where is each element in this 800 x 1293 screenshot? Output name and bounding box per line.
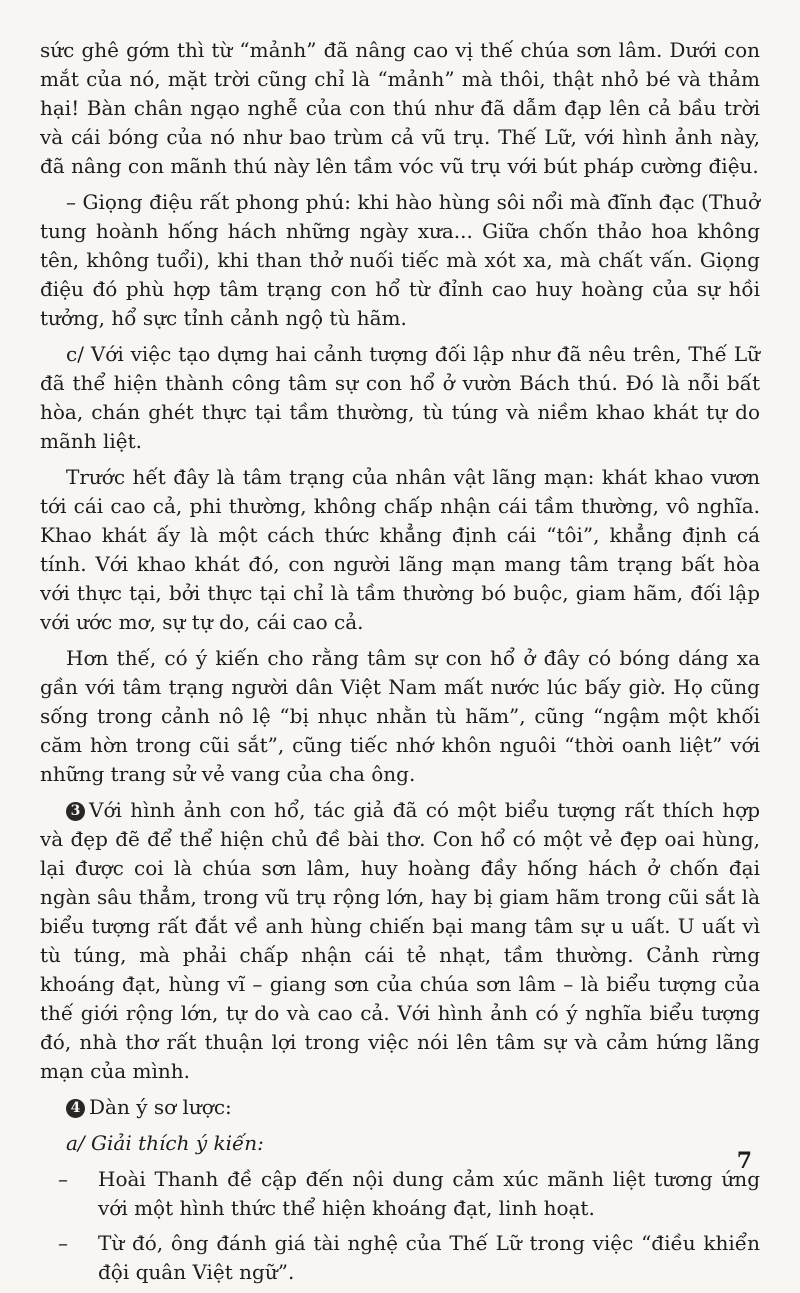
paragraph-6-text: Với hình ảnh con hổ, tác giả đã có một biểu tượng rất thích hợp và đẹp đẽ để thể hiện chủ đề bài thơ. Con hổ có một vẻ đẹp oai hùng, lại được coi là chúa sơn lâm, huy hoàng đầy hống hách ở chốn đại ngàn sâu thẳm, trong vũ trụ rộng lớn, hay bị giam hãm trong cũi sắt là biểu tượng rất đắt về anh hùng chiến bại mang tâm sự u uất. U uất vì tù túng, mà phải chấp nhận cái tẻ nhạt, tầm thường. Cảnh rừng khoáng đạt, hùng vĩ – giang sơn của chúa sơn lâm – là biểu tượng của thế giới rộng lớn, tự do và cao cả. Với hình ảnh có ý nghĩa biểu tượng đó, nhà thơ rất thuận lợi trong việc nói lên tâm sự và cảm hứng lãng mạn của mình.	[40, 798, 760, 1083]
paragraph-3: c/ Với việc tạo dựng hai cảnh tượng đối lập như đã nêu trên, Thế Lữ đã thể hiện thành công tâm sự con hổ ở vườn Bách thú. Đó là nỗi bất hòa, chán ghét thực tại tầm thường, tù túng và niềm khao khát tự do mãnh liệt.	[40, 342, 760, 453]
paragraph-1: sức ghê gớm thì từ “mảnh” đã nâng cao vị thế chúa sơn lâm. Dưới con mắt của nó, mặt trời cũng chỉ là “mảnh” mà thôi, thật nhỏ bé và thảm hại! Bàn chân ngạo nghễ của con thú như đã dẫm đạp lên cả bầu trời và cái bóng của nó như bao trùm cả vũ trụ. Thế Lữ, với hình ảnh này, đã nâng con mãnh thú này lên tầm vóc vũ trụ với bút pháp cường điệu.	[40, 38, 760, 178]
paragraph-6	[40, 796, 760, 1086]
paragraph-5: Hơn thế, có ý kiến cho rằng tâm sự con hổ ở đây có bóng dáng xa gần với tâm trạng người dân Việt Nam mất nước lúc bấy giờ. Họ cũng sống trong cảnh nô lệ “bị nhục nhằn tù hãm”, cũng “ngậm một khối căm hờn trong cũi sắt”, cũng tiếc nhớ khôn nguôi “thời oanh liệt” với những trang sử vẻ vang của cha ông.	[40, 646, 760, 786]
page-number: 7	[736, 1148, 752, 1174]
dash-item-1	[40, 1165, 760, 1223]
section-number-4: 4	[66, 1099, 85, 1118]
dash-2: –	[58, 1231, 68, 1255]
paragraph-7	[40, 1093, 760, 1122]
paragraph-8	[40, 1129, 760, 1158]
dash-item-1-text: Hoài Thanh đề cập đến nội dung cảm xúc mãnh liệt tương ứng với một hình thức thể hiện khoáng đạt, linh hoạt.	[98, 1167, 760, 1220]
body-text	[40, 36, 760, 1293]
dash-item-2-text: Từ đó, ông đánh giá tài nghệ của Thế Lữ trong việc “điều khiển đội quân Việt ngữ”.	[98, 1231, 760, 1284]
paragraph-2: – Giọng điệu rất phong phú: khi hào hùng sôi nổi mà đĩnh đạc (Thuở tung hoành hống hách những ngày xưa... Giữa chốn thảo hoa không tên, không tuổi), khi than thở nuối tiếc mà xót xa, mà chất vấn. Giọng điệu đó phù hợp tâm trạng con hổ từ đỉnh cao huy hoàng của sự hồi tưởng, hổ sực tỉnh cảnh ngộ tù hãm.	[40, 190, 760, 330]
dash-item-2	[40, 1229, 760, 1287]
paragraph-8-text: a/ Giải thích ý kiến:	[66, 1131, 264, 1155]
paragraph-4: Trước hết đây là tâm trạng của nhân vật lãng mạn: khát khao vươn tới cái cao cả, phi thường, không chấp nhận cái tầm thường, vô nghĩa. Khao khát ấy là một cách thức khẳng định cái “tôi”, khẳng định cá tính. Với khao khát đó, con người lãng mạn mang tâm trạng bất hòa với thực tại, bởi thực tại chỉ là tầm thường bó buộc, giam hãm, đối lập với ước mơ, sự tự do, cái cao cả.	[40, 465, 760, 634]
dash-1: –	[58, 1167, 68, 1191]
section-number-3: 3	[66, 802, 85, 821]
paragraph-7-text: Dàn ý sơ lược:	[89, 1095, 232, 1119]
